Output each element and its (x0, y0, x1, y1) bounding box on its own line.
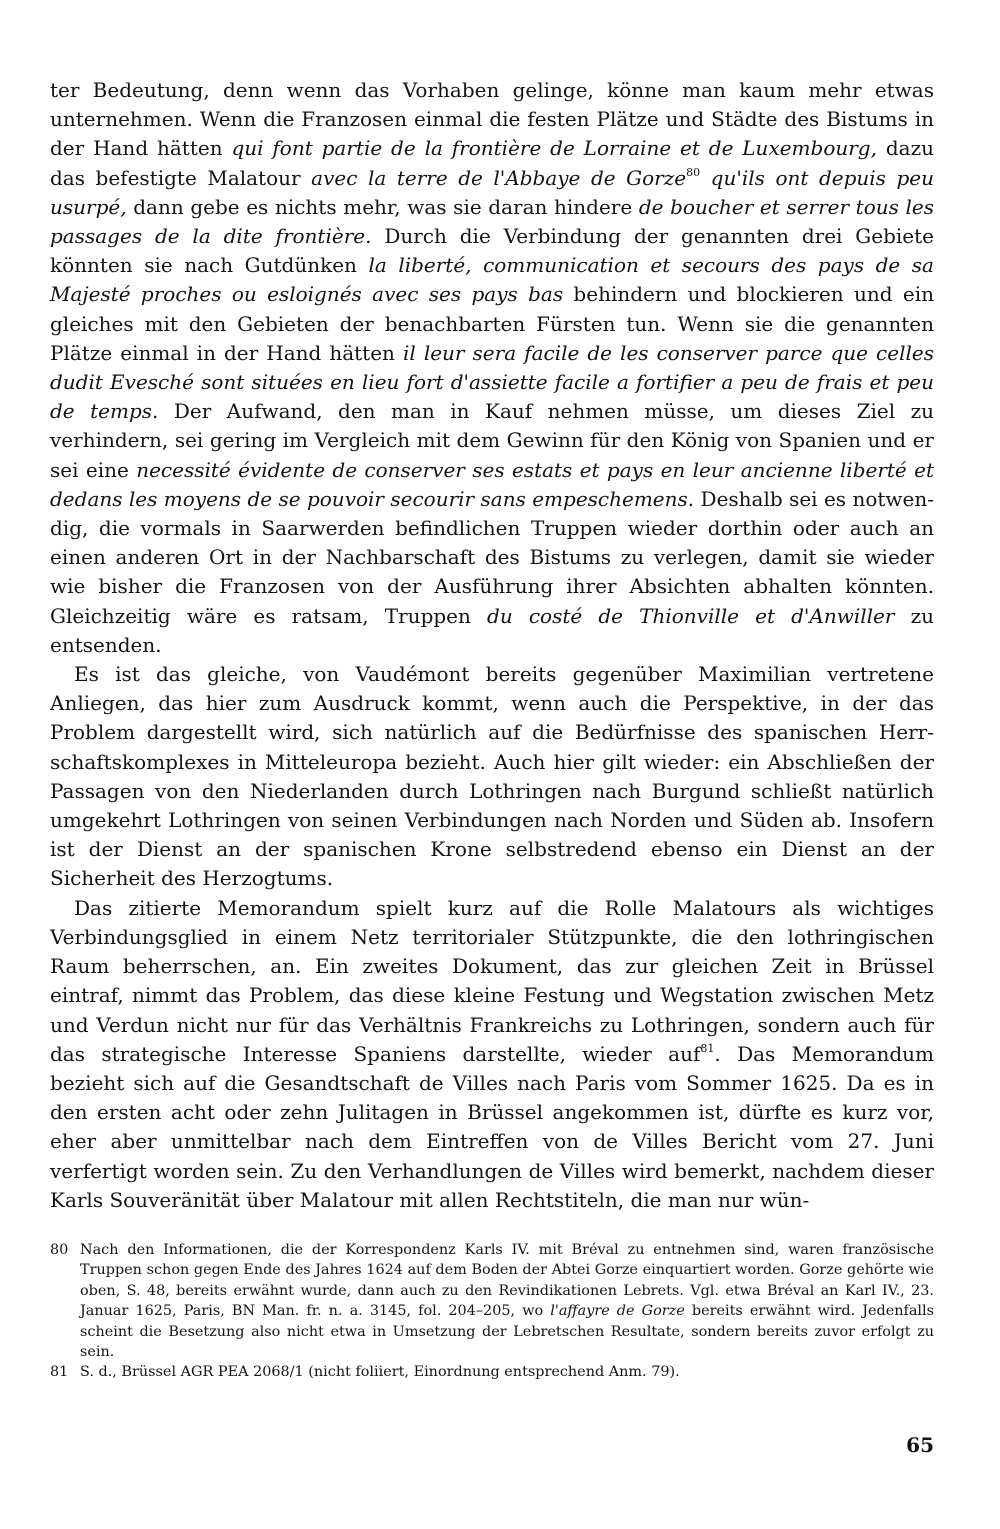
text-run: dann gebe es nichts mehr, was sie daran hindere (126, 194, 639, 219)
quoted-french: la liberté, communication et secours des pays de sa Majesté proches ou esloignés avec ses pays bas (50, 253, 934, 307)
footnote-number: 80 (50, 1242, 69, 1258)
paragraph (50, 660, 934, 894)
footnote-text (80, 1362, 934, 1382)
footnote-number: 81 (50, 1364, 69, 1381)
quoted-french: avec la terre de l'Abbaye de Gorze (311, 165, 687, 190)
text-run: ter Bedeutung, denn wenn das Vorhaben gelinge, könne man kaum mehr etwas unternehmen. Wenn die Franzosen einmal die festen Plätze und Städte des Bistums in der Hand hätten (50, 78, 934, 161)
footnote-81 (50, 1362, 934, 1382)
text-run: Der Aufwand, den man in Kauf nehmen müsse, um dieses Ziel zu verhindern, sei gering im Vergleich mit dem Gewinn für den König von Spanien und er sei eine (50, 399, 934, 482)
text-run: Das zitierte Memorandum spielt kurz auf die Rolle Malatours als wichtiges Verbindungsglied in einem Netz territorialer Stützpunkte, die den lothringischen Raum beherrschen, an. Ein zweites Dokument, das zur gleichen Zeit in Brüssel eintraf, nimmt das Problem, das diese kleine Festung und Wegstation zwischen Metz und Verdun nicht nur für das Verhältnis Frankreichs zu Lothringen, sondern auch für das strategische Interesse Spaniens darstellte, wieder auf (50, 895, 934, 1066)
text-run: Deshalb sei es notwendig, die vormals in Saarwerden befindlichen Truppen wieder dorthin oder auch an einen anderen Ort in der Nachbarschaft des Bistums zu verlegen, damit sie wieder wie bisher die Franzosen von der Ausführung ihrer Absichten abhalten könnten. Gleichzeitig wäre es ratsam, Truppen (50, 486, 935, 628)
quoted-french: necessité évidente de conserver ses estats et pays en leur ancienne liberté et dedans les moyens de se pouvoir secourir sans empeschemens. (50, 457, 935, 511)
text-run: Es ist das gleiche, von Vaudémont bereits gegenüber Maximilian vertretene Anliegen, das hier zum Ausdruck kommt, wenn auch die Perspektive, in der das Problem dargestellt wird, sich natürlich auf die Bedürfnisse des spanischen Herrschaftskomplexes in Mitteleuropa bezieht. Auch hier gilt wieder: ein Abschließen der Passagen von den Niederlanden durch Lothringen nach Burgund schließt natürlich umgekehrt Lothringen von seinen Verbindungen nach Norden und Süden ab. Insofern ist der Dienst an der spanischen Krone selbstredend ebenso ein Dienst an der Sicherheit des Herzogtums. (50, 662, 934, 891)
paragraph (50, 76, 934, 660)
quoted-french: l'affayre de Gorze (550, 1303, 685, 1320)
footnote-ref: 81 (700, 1041, 715, 1055)
text-run: dazu das befestigte Malatour (50, 136, 934, 190)
text-run: . Das Memorandum bezieht sich auf die Gesandtschaft de Villes nach Paris vom Sommer 1625. Da es in den ersten acht oder zehn Julitagen in Brüssel angekommen ist, dürfte es kurz vor, eher aber unmittelbar nach dem Eintreffen von de Villes Bericht vom 27. Juni verfertigt worden sein. Zu den Verhandlungen de Villes wird bemerkt, nachdem dieser Karls Souveränität über Malatour mit allen Rechtstiteln, die man nur wün- (50, 1041, 934, 1212)
quoted-french: de boucher et serrer tous les passages de la dite frontière. (50, 194, 935, 249)
text-run: Nach den Informationen, die der Korrespondenz Karls IV. mit Bréval zu entnehmen sind, waren französische Truppen schon gegen Ende des Jahres 1624 auf dem Boden der Abtei Gorze einquartiert worden. Gorze gehörte wie oben, S. 48, bereits erwähnt wurde, dann auch zu den Revindikationen Lebrets. Vgl. etwa Bréval an Karl IV., 23. Januar 1625, Paris, BN Man. fr. n. a. 3145, fol. 204–205, wo (80, 1242, 934, 1320)
quoted-french: il leur sera facile de les conserver parce que celles dudit Evesché sont situées en lieu fort d'assiette facile a fortifier a peu de frais et peu de temps. (50, 340, 934, 424)
text-run: zu entsenden. (50, 603, 935, 657)
quoted-french: qu'ils ont depuis peu usurpé, (50, 165, 935, 219)
text-run: behindern und blockieren und ein gleiches mit den Gebieten der benachbarten Fürsten tun. Wenn sie die genannten Plätze einmal in der Hand hätten (50, 282, 934, 365)
footnotes (50, 1240, 934, 1383)
page-number: 65 (906, 1433, 934, 1457)
quoted-french: qui font partie de la frontière de Lorraine et de Luxembourg, (231, 136, 877, 161)
quoted-french: du costé de Thionville et d'Anwiller (487, 603, 895, 628)
text-run: S. d., Brüssel AGR PEA 2068/1 (nicht foliiert, Einordnung entsprechend Anm. 79). (80, 1364, 680, 1381)
text-run: Durch die Verbindung der genannten drei Gebiete könnten sie nach Gutdünken (50, 224, 935, 278)
paragraph (50, 894, 934, 1215)
footnote-80 (50, 1240, 934, 1362)
footnote-ref: 80 (686, 165, 701, 179)
text-run: bereits erwähnt wird. Jedenfalls scheint die Besetzung also nicht etwa in Umsetzung der Lebretschen Resultate, sondern bereits zuvor erfolgt zu sein. (80, 1303, 935, 1361)
main-text (50, 76, 934, 1215)
text-run (700, 166, 711, 190)
footnote-text (80, 1240, 934, 1362)
